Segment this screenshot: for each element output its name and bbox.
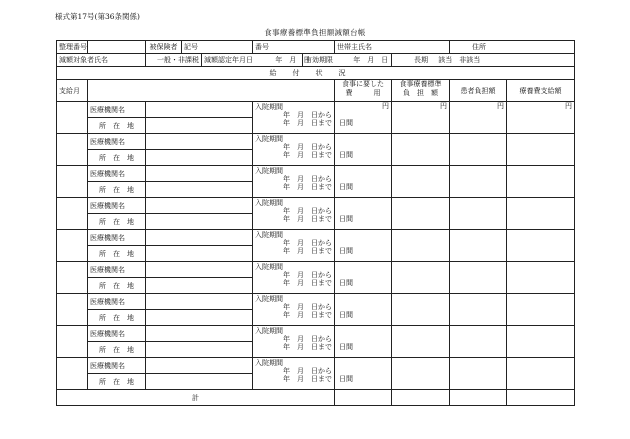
admission-from: 年 月 日から xyxy=(283,335,332,343)
admission-until: 年 月 日まで 日間 xyxy=(283,247,353,255)
admission-period[interactable] xyxy=(253,198,353,230)
admission-from: 年 月 日から xyxy=(283,111,332,119)
serial-number-field[interactable] xyxy=(88,41,146,54)
admission-from: 年 月 日から xyxy=(283,175,332,183)
insured-person-label: 被保険者 xyxy=(146,41,182,54)
std-burden-header xyxy=(392,80,450,102)
number-field[interactable] xyxy=(253,41,335,54)
patient-burden-cell[interactable] xyxy=(450,358,507,390)
admission-period[interactable] xyxy=(253,262,353,294)
record-row-top xyxy=(57,166,575,182)
institution-field[interactable] xyxy=(146,326,253,342)
record-row-top xyxy=(57,102,575,118)
payment-month-cell[interactable] xyxy=(57,358,88,390)
payment-month-cell[interactable] xyxy=(57,102,88,134)
institution-label: 医療機関名 xyxy=(88,358,146,374)
std-burden-cell[interactable] xyxy=(392,358,450,390)
payment-month-cell[interactable] xyxy=(57,294,88,326)
meal-cost-cell[interactable] xyxy=(335,358,392,390)
unit-yen: 円 xyxy=(382,102,389,110)
record-row-top xyxy=(57,294,575,310)
meal-cost-cell[interactable] xyxy=(335,166,392,198)
location-label: 所 在 地 xyxy=(88,374,146,390)
admission-period[interactable] xyxy=(253,326,353,358)
address-field[interactable] xyxy=(450,41,575,54)
benefit-status-heading: 給付状況 xyxy=(57,67,575,80)
admission-until: 年 月 日まで 日間 xyxy=(283,215,353,223)
patient-burden-cell[interactable] xyxy=(450,166,507,198)
admission-from: 年 月 日から xyxy=(283,303,332,311)
applicable-label: 該当 非該当 xyxy=(438,56,481,64)
std-burden-cell[interactable] xyxy=(392,166,450,198)
std-burden-header-2: 負 担 額 xyxy=(403,89,438,97)
header-row-1 xyxy=(57,41,575,54)
column-header-row xyxy=(57,80,575,102)
institution-label: 医療機関名 xyxy=(88,166,146,182)
record-row-top xyxy=(57,326,575,342)
admission-period-label: 入院期間 xyxy=(255,103,283,111)
institution-field[interactable] xyxy=(146,198,253,214)
meal-cost-cell[interactable] xyxy=(335,198,392,230)
detail-header-blank xyxy=(88,80,335,102)
total-meal-cost[interactable] xyxy=(335,390,392,406)
admission-from: 年 月 日から xyxy=(283,367,332,375)
admission-period-label: 入院期間 xyxy=(255,263,283,271)
record-row-top xyxy=(57,262,575,278)
category-field[interactable]: 一般・非課税 xyxy=(146,54,202,67)
household-head-label: 世帯主氏名 xyxy=(337,43,372,51)
institution-field[interactable] xyxy=(146,262,253,278)
admission-period-label: 入院期間 xyxy=(255,135,283,143)
long-term-field[interactable] xyxy=(392,54,575,67)
payment-amount-cell[interactable] xyxy=(507,326,575,358)
total-payment[interactable] xyxy=(507,390,575,406)
payment-amount-cell[interactable] xyxy=(507,102,575,134)
std-burden-header-1: 食事療養標準 xyxy=(399,80,442,88)
serial-number-label: 整理番号 xyxy=(57,41,88,54)
meal-cost-header xyxy=(335,80,392,102)
std-burden-cell[interactable] xyxy=(392,262,450,294)
location-field[interactable] xyxy=(146,310,253,326)
admission-period-label: 入院期間 xyxy=(255,327,283,335)
admission-period[interactable] xyxy=(253,102,353,134)
payment-amount-cell[interactable] xyxy=(507,294,575,326)
admission-until: 年 月 日まで 日間 xyxy=(283,151,353,159)
location-label: 所 在 地 xyxy=(88,310,146,326)
header-row-2 xyxy=(57,54,575,67)
meal-cost-cell[interactable] xyxy=(335,230,392,262)
meal-cost-cell[interactable] xyxy=(335,326,392,358)
household-head-field[interactable] xyxy=(335,41,450,54)
form-title: 食事療養標準負担額減額台帳 xyxy=(264,28,366,37)
std-burden-cell[interactable] xyxy=(392,230,450,262)
total-patient-burden[interactable] xyxy=(450,390,507,406)
admission-until: 年 月 日まで 日間 xyxy=(283,343,353,351)
symbol-label: 記号 xyxy=(184,43,198,51)
admission-period-label: 入院期間 xyxy=(255,295,283,303)
cert-date-label: 減額認定年月日 xyxy=(204,56,253,64)
location-field[interactable] xyxy=(146,118,253,134)
benefit-header-row xyxy=(57,67,575,80)
cert-date-field[interactable] xyxy=(202,54,311,67)
patient-burden-cell[interactable] xyxy=(450,230,507,262)
admission-until: 年 月 日まで 日間 xyxy=(283,119,353,127)
unit-yen: 円 xyxy=(440,102,447,110)
admission-period[interactable] xyxy=(253,294,353,326)
cert-date-fill: 年 月 日 xyxy=(275,56,311,64)
std-burden-cell[interactable] xyxy=(392,134,450,166)
admission-period[interactable] xyxy=(253,358,353,390)
meal-cost-header-1: 食事に要した xyxy=(342,80,384,88)
meal-cost-cell[interactable] xyxy=(335,262,392,294)
symbol-field[interactable] xyxy=(182,41,253,54)
location-label: 所 在 地 xyxy=(88,278,146,294)
total-label: 計 xyxy=(57,390,335,406)
payment-month-header: 支給月 xyxy=(57,80,88,102)
payment-month-cell[interactable] xyxy=(57,166,88,198)
patient-burden-cell[interactable] xyxy=(450,262,507,294)
payment-month-cell[interactable] xyxy=(57,198,88,230)
expiry-field[interactable] xyxy=(303,54,392,67)
location-field[interactable] xyxy=(146,342,253,358)
location-label: 所 在 地 xyxy=(88,214,146,230)
payment-amount-cell[interactable] xyxy=(507,230,575,262)
location-field[interactable] xyxy=(146,150,253,166)
location-label: 所 在 地 xyxy=(88,342,146,358)
payment-amount-cell[interactable] xyxy=(507,166,575,198)
payment-amount-cell[interactable] xyxy=(507,198,575,230)
number-label: 番号 xyxy=(255,43,269,51)
location-label: 所 在 地 xyxy=(88,150,146,166)
payment-amount-cell[interactable] xyxy=(507,358,575,390)
admission-until: 年 月 日まで 日間 xyxy=(283,183,353,191)
institution-label: 医療機関名 xyxy=(88,198,146,214)
patient-burden-cell[interactable] xyxy=(450,134,507,166)
record-row-top xyxy=(57,134,575,150)
patient-burden-cell[interactable] xyxy=(450,294,507,326)
std-burden-cell[interactable] xyxy=(392,198,450,230)
admission-until: 年 月 日まで 日間 xyxy=(283,311,353,319)
admission-period-label: 入院期間 xyxy=(255,167,283,175)
admission-period[interactable] xyxy=(253,166,353,198)
location-field[interactable] xyxy=(146,214,253,230)
payment-month-cell[interactable] xyxy=(57,134,88,166)
meal-cost-cell[interactable] xyxy=(335,102,392,134)
std-burden-cell[interactable] xyxy=(392,102,450,134)
admission-period-label: 入院期間 xyxy=(255,199,283,207)
patient-burden-cell[interactable] xyxy=(450,102,507,134)
location-label: 所 在 地 xyxy=(88,182,146,198)
record-row-top xyxy=(57,230,575,246)
payment-amount-header: 療養費支給額 xyxy=(507,80,575,102)
institution-label: 医療機関名 xyxy=(88,294,146,310)
payment-amount-cell[interactable] xyxy=(507,134,575,166)
meal-cost-header-2: 費 用 xyxy=(345,89,381,97)
institution-label: 医療機関名 xyxy=(88,326,146,342)
total-row xyxy=(57,390,575,406)
admission-until: 年 月 日まで 日間 xyxy=(283,375,353,383)
expiry-label: 有効期限 xyxy=(305,56,333,64)
meal-cost-cell[interactable] xyxy=(335,134,392,166)
admission-period[interactable] xyxy=(253,134,353,166)
admission-from: 年 月 日から xyxy=(283,207,332,215)
institution-field[interactable] xyxy=(146,102,253,118)
address-label: 住所 xyxy=(472,43,486,51)
institution-label: 医療機関名 xyxy=(88,230,146,246)
record-row-top xyxy=(57,198,575,214)
std-burden-cell[interactable] xyxy=(392,326,450,358)
location-field[interactable] xyxy=(146,374,253,390)
admission-from: 年 月 日から xyxy=(283,271,332,279)
location-label: 所 在 地 xyxy=(88,246,146,262)
patient-burden-cell[interactable] xyxy=(450,326,507,358)
std-burden-cell[interactable] xyxy=(392,294,450,326)
payment-month-cell[interactable] xyxy=(57,230,88,262)
payment-month-cell[interactable] xyxy=(57,262,88,294)
institution-field[interactable] xyxy=(146,166,253,182)
expiry-fill: 年 月 日 xyxy=(353,56,389,64)
institution-field[interactable] xyxy=(146,134,253,150)
location-field[interactable] xyxy=(146,278,253,294)
location-label: 所 在 地 xyxy=(88,118,146,134)
long-term-label: 長期 xyxy=(414,56,428,64)
admission-period-label: 入院期間 xyxy=(255,359,283,367)
meal-cost-cell[interactable] xyxy=(335,294,392,326)
admission-period[interactable] xyxy=(253,230,353,262)
admission-period-label: 入院期間 xyxy=(255,231,283,239)
admission-from: 年 月 日から xyxy=(283,239,332,247)
patient-burden-cell[interactable] xyxy=(450,198,507,230)
admission-until: 年 月 日まで 日間 xyxy=(283,279,353,287)
location-field[interactable] xyxy=(146,182,253,198)
record-row-top xyxy=(57,358,575,374)
unit-yen: 円 xyxy=(565,102,572,110)
payment-amount-cell[interactable] xyxy=(507,262,575,294)
records-body xyxy=(57,102,575,390)
institution-label: 医療機関名 xyxy=(88,102,146,118)
institution-field[interactable] xyxy=(146,294,253,310)
target-name-label: 減額対象者氏名 xyxy=(57,54,146,67)
institution-label: 医療機関名 xyxy=(88,134,146,150)
admission-from: 年 月 日から xyxy=(283,143,332,151)
institution-field[interactable] xyxy=(146,230,253,246)
patient-burden-header: 患者負担額 xyxy=(450,80,507,102)
payment-month-cell[interactable] xyxy=(57,326,88,358)
ledger-table xyxy=(56,40,575,406)
institution-field[interactable] xyxy=(146,358,253,374)
form-number: 様式第17号(第36条関係) xyxy=(55,12,140,21)
institution-label: 医療機関名 xyxy=(88,262,146,278)
location-field[interactable] xyxy=(146,246,253,262)
total-std-burden[interactable] xyxy=(392,390,450,406)
unit-yen: 円 xyxy=(497,102,504,110)
